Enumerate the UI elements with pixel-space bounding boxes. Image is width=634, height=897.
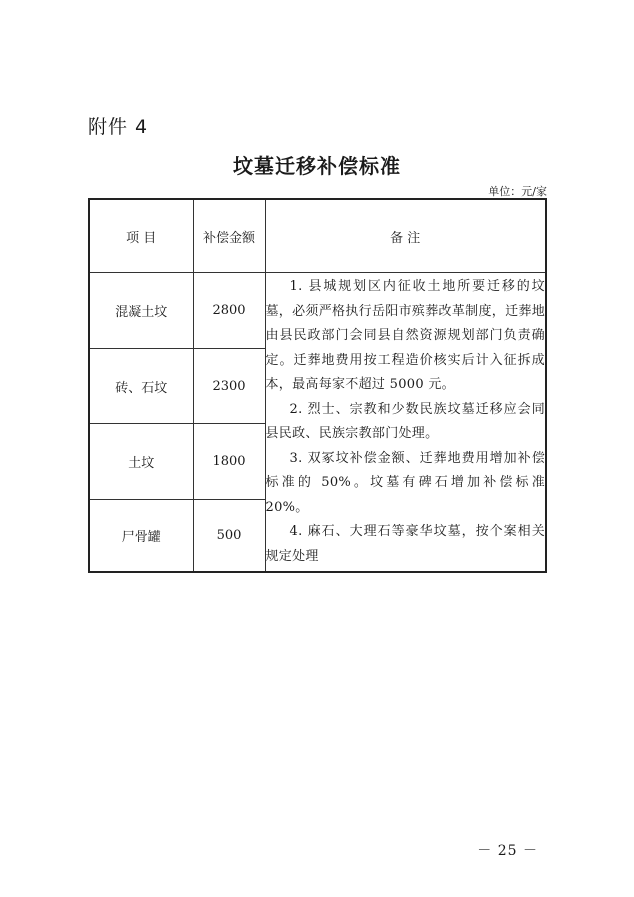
header-remarks-label: 备 注 — [390, 230, 421, 246]
compensation-table — [88, 198, 547, 573]
amount-cell: 1800 — [193, 424, 265, 500]
document-title: 坟墓迁移补偿标准 — [233, 154, 401, 178]
header-remarks — [265, 199, 546, 273]
amount-cell: 500 — [193, 499, 265, 572]
note-item: 2. 烈士、宗教和少数民族坟墓迁移应会同县民政、民族宗教部门处理。 — [265, 401, 545, 442]
header-amount — [193, 199, 265, 273]
page-number: － 25 － — [477, 843, 538, 859]
item-cell: 砖、石坟 — [89, 348, 193, 424]
unit-label: 单位：元/家 — [488, 185, 547, 198]
item-cell: 混凝土坟 — [89, 273, 193, 349]
note-item: 1. 县城规划区内征收土地所要迁移的坟墓，必须严格执行岳阳市殡葬改革制度，迁葬地由县民政部门会同县自然资源规划部门负责确定。迁葬地费用按工程造价核实后计入征拆成本，最高每家不超过 5000 元。 — [265, 279, 545, 393]
amount-cell: 2300 — [193, 348, 265, 424]
note-item: 3. 双冢坟补偿金额、迁葬地费用增加补偿标准的 50%。坟墓有碑石增加补偿标准 20%。 — [265, 450, 545, 515]
header-item-label: 项 目 — [126, 230, 157, 246]
attachment-label: 附件 4 — [88, 116, 149, 138]
header-amount-label: 补偿金额 — [202, 230, 255, 246]
item-cell: 土坟 — [89, 424, 193, 500]
notes-cell — [265, 273, 546, 572]
table-row — [89, 273, 546, 349]
note-item: 4. 麻石、大理石等豪华坟墓，按个案相关规定处理 — [265, 524, 545, 564]
header-item — [89, 199, 193, 273]
table-header-row — [89, 199, 546, 273]
item-cell: 尸骨罐 — [89, 499, 193, 572]
amount-cell: 2800 — [193, 273, 265, 349]
